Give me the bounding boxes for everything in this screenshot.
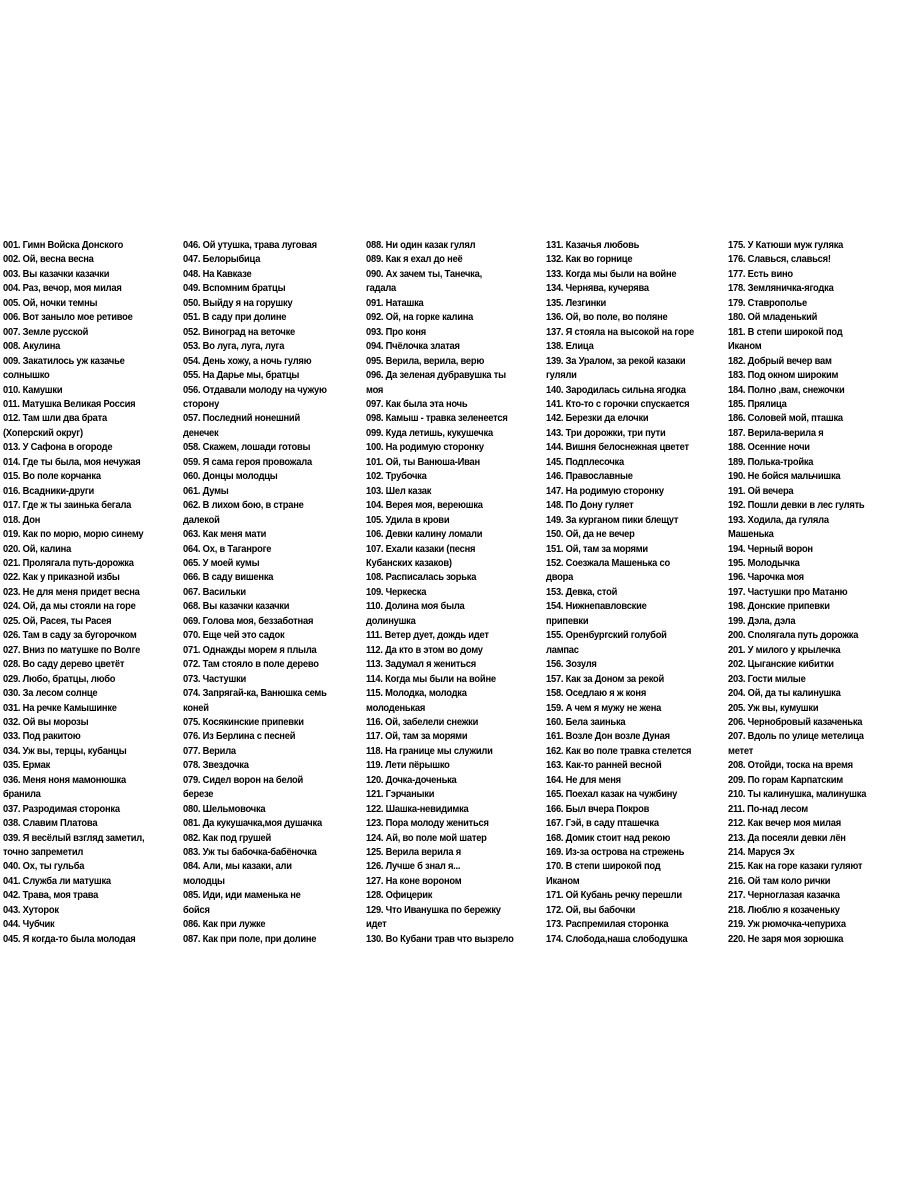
song-entry-line: 004. Раз, вечор, моя милая — [3, 283, 122, 295]
song-entry-line: идет — [366, 919, 387, 931]
song-entry-line: 095. Верила, верила, верю — [366, 355, 485, 367]
song-entry-line: 207. Вдоль по улице метелица — [728, 731, 864, 743]
song-entry-line: 176. Славься, славься! — [728, 254, 831, 266]
song-entry-line: бойся — [183, 904, 210, 916]
song-entry-line: 075. Косякинские припевки — [183, 716, 304, 728]
song-entry-line: 166. Был вчера Покров — [546, 803, 650, 815]
song-entry-line: 070. Еще чей это садок — [183, 630, 285, 642]
song-entry-line: 119. Лети пёрышко — [366, 760, 450, 772]
song-entry-line: 127. На коне вороном — [366, 875, 462, 887]
song-entry-line: 177. Есть вино — [728, 268, 793, 280]
song-entry-line: 123. Пора молоду жениться — [366, 818, 489, 830]
song-entry-line: 201. У милого у крылечка — [728, 644, 841, 656]
song-entry-line: 049. Вспомним братцы — [183, 283, 286, 295]
song-entry-line: 187. Верила-верила я — [728, 427, 824, 439]
song-entry-line: 039. Я весёлый взгляд заметил, — [3, 832, 145, 844]
song-entry-line: точно запреметил — [3, 847, 84, 859]
song-entry-line: лампас — [546, 644, 579, 656]
song-entry-line: 032. Ой вы морозы — [3, 716, 89, 728]
song-entry-line: 139. За Уралом, за рекой казаки — [546, 355, 686, 367]
song-entry-line: 190. Не бойся мальчишка — [728, 471, 841, 483]
song-entry-line: двора — [546, 572, 574, 584]
song-entry-line: 094. Пчёлочка златая — [366, 341, 460, 353]
song-entry-line: 141. Кто-то с горочки спускается — [546, 398, 690, 410]
song-entry-line: 149. За курганом пики блещут — [546, 514, 679, 526]
song-entry-line: 208. Отойди, тоска на время — [728, 760, 853, 772]
song-entry-line: 121. Гэрчаныки — [366, 789, 435, 801]
song-entry-line: 023. Не для меня придет весна — [3, 586, 140, 598]
song-entry-line: 122. Шашка-невидимка — [366, 803, 469, 815]
song-entry-line: 178. Земляничка-ягодка — [728, 283, 834, 295]
song-entry-line: 165. Поехал казак на чужбину — [546, 789, 678, 801]
song-entry-line: 213. Да посеяли девки лён — [728, 832, 846, 844]
song-entry-line: 029. Любо, братцы, любо — [3, 673, 116, 685]
song-entry-line: 081. Да кукушачка,моя душачка — [183, 818, 322, 830]
song-entry-line: 211. По-над лесом — [728, 803, 809, 815]
song-entry-line: 026. Там в саду за бугорочком — [3, 630, 137, 642]
song-entry-line: 028. Во саду дерево цветёт — [3, 659, 125, 671]
song-entry-line: 158. Оседлаю я ж коня — [546, 688, 647, 700]
song-entry-line: 101. Ой, ты Ванюша-Иван — [366, 456, 480, 468]
song-entry-line: 116. Ой, забелели снежки — [366, 716, 479, 728]
song-entry-line: 041. Служба ли матушка — [3, 875, 111, 887]
song-entry-line: 068. Вы казачки казачки — [183, 601, 290, 613]
song-entry-line: 118. На границе мы служили — [366, 745, 493, 757]
song-entry-line: гуляли — [546, 370, 577, 382]
song-entry-line: Машенька — [728, 529, 774, 541]
song-entry-line: 092. Ой, на горке калина — [366, 312, 474, 324]
song-entry-line: 072. Там стояло в поле дерево — [183, 659, 319, 671]
song-entry-line: 052. Виноград на веточке — [183, 326, 296, 338]
song-column-4 — [546, 239, 694, 947]
song-entry-line: 103. Шел казак — [366, 485, 432, 497]
song-entry-line: молоденькая — [366, 702, 426, 714]
song-entry-line: 155. Оренбургский голубой — [546, 630, 667, 642]
song-entry-line: 040. Ох, ты гульба — [3, 861, 85, 873]
song-entry-line: 175. У Катюши муж гуляка — [728, 240, 844, 251]
song-entry-line: 131. Казачья любовь — [546, 240, 640, 251]
song-entry-line: 156. Зозуля — [546, 659, 597, 671]
song-entry-line: 146. Православные — [546, 471, 633, 483]
song-entry-line: 100. На родимую сторонку — [366, 442, 484, 454]
song-entry-line: 144. Вишня белоснежная цветет — [546, 442, 689, 454]
song-entry-line: березе — [183, 789, 214, 801]
song-entry-line: (Хоперский округ) — [3, 427, 83, 439]
song-entry-line: 082. Как под грушей — [183, 832, 272, 844]
song-column-3 — [366, 239, 514, 947]
song-entry-line: Иканом — [546, 875, 580, 887]
song-column-5 — [728, 239, 866, 947]
song-entry-line: 053. Во луга, луга, луга — [183, 341, 285, 353]
song-entry-line: 097. Как была эта ночь — [366, 398, 468, 410]
song-entry-line: 002. Ой, весна весна — [3, 254, 94, 266]
song-entry-line: 013. У Сафона в огороде — [3, 442, 113, 454]
song-entry-line: 153. Девка, стой — [546, 586, 618, 598]
song-entry-line: 145. Подплесочка — [546, 456, 624, 468]
song-column-2 — [183, 239, 327, 947]
song-entry-line: долинушка — [366, 615, 416, 627]
song-entry-line: 199. Дэла, дэла — [728, 615, 796, 627]
song-entry-line: 080. Шельмовочка — [183, 803, 266, 815]
song-entry-line: 219. Уж рюмочка-чепуриха — [728, 919, 846, 931]
song-entry-line: 150. Ой, да не вечер — [546, 529, 635, 541]
song-column-1 — [3, 239, 144, 947]
song-entry-line: солнышко — [3, 370, 50, 382]
song-entry-line: 064. Ох, в Таганроге — [183, 543, 272, 555]
song-entry-line: сторону — [183, 398, 220, 410]
song-entry-line: 012. Там шли два брата — [3, 413, 107, 425]
song-entry-line: 206. Чернобровый казаченька — [728, 716, 863, 728]
song-entry-line: 160. Бела заинька — [546, 716, 626, 728]
song-entry-line: 128. Офицерик — [366, 890, 433, 902]
song-entry-line: 171. Ой Кубань речку перешли — [546, 890, 682, 902]
song-entry-line: 019. Как по морю, морю синему — [3, 529, 144, 541]
song-entry-line: 096. Да зеленая дубравушка ты — [366, 370, 506, 382]
song-entry-line: 203. Гости милые — [728, 673, 806, 685]
song-entry-line: 042. Трава, моя трава — [3, 890, 99, 902]
song-entry-line: моя — [366, 384, 384, 396]
song-entry-line: 196. Чарочка моя — [728, 572, 804, 584]
song-entry-line: 159. А чем я мужу не жена — [546, 702, 662, 714]
song-entry-line: 129. Что Иванушка по бережку — [366, 904, 501, 916]
song-entry-line: 071. Однажды морем я плыла — [183, 644, 317, 656]
song-entry-line: 090. Ах зачем ты, Танечка, — [366, 268, 482, 280]
song-entry-line: 209. По горам Карпатским — [728, 774, 843, 786]
song-entry-line: 037. Разродимая сторонка — [3, 803, 120, 815]
song-entry-line: 188. Осенние ночи — [728, 442, 810, 454]
song-entry-line: 151. Ой, там за морями — [546, 543, 648, 555]
song-entry-line: 130. Во Кубани трав что вызрело — [366, 933, 514, 945]
song-entry-line: 195. Молодычка — [728, 557, 800, 569]
song-entry-line: 077. Верила — [183, 745, 236, 757]
song-entry-line: 126. Лучше б знал я... — [366, 861, 461, 873]
song-entry-line: 115. Молодка, молодка — [366, 688, 467, 700]
song-entry-line: 202. Цыганские кибитки — [728, 659, 834, 671]
song-entry-line: 020. Ой, калина — [3, 543, 72, 555]
song-entry-line: 011. Матушка Великая Россия — [3, 398, 136, 410]
song-entry-line: 180. Ой младенький — [728, 312, 818, 324]
song-entry-line: 014. Где ты была, моя нечужая — [3, 456, 141, 468]
song-entry-line: 186. Соловей мой, пташка — [728, 413, 843, 425]
song-entry-line: 089. Как я ехал до неё — [366, 254, 463, 266]
song-entry-line: 216. Ой там коло рички — [728, 875, 831, 887]
song-entry-line: 192. Пошли девки в лес гулять — [728, 500, 865, 512]
song-entry-line: 063. Как меня мати — [183, 529, 267, 541]
song-entry-line: 066. В саду вишенка — [183, 572, 274, 584]
song-entry-line: 164. Не для меня — [546, 774, 621, 786]
song-entry-line: бранила — [3, 789, 41, 801]
song-entry-line: 001. Гимн Войска Донского — [3, 240, 124, 251]
song-entry-line: 198. Донские припевки — [728, 601, 830, 613]
song-entry-line: 215. Как на горе казаки гуляют — [728, 861, 863, 873]
song-entry-line: 197. Частушки про Матаню — [728, 586, 848, 598]
song-entry-line: 003. Вы казачки казачки — [3, 268, 110, 280]
song-entry-line: 102. Трубочка — [366, 471, 427, 483]
song-entry-line: 220. Не заря моя зорюшка — [728, 933, 844, 945]
song-entry-line: 193. Ходила, да гуляла — [728, 514, 829, 526]
song-entry-line: 105. Удила в крови — [366, 514, 450, 526]
song-entry-line: 104. Верея моя, вереюшка — [366, 500, 483, 512]
song-entry-line: 134. Чернява, кучерява — [546, 283, 649, 295]
song-entry-line: 183. Под окном широким — [728, 370, 839, 382]
song-entry-line: 107. Ехали казаки (песня — [366, 543, 476, 555]
song-entry-line: 015. Во поле корчанка — [3, 471, 101, 483]
song-entry-line: 168. Домик стоит над рекою — [546, 832, 671, 844]
song-entry-line: 140. Зародилась сильна ягодка — [546, 384, 686, 396]
song-entry-line: молодцы — [183, 875, 225, 887]
song-entry-line: 046. Ой утушка, трава луговая — [183, 240, 317, 251]
song-entry-line: 031. На речке Камышинке — [3, 702, 117, 714]
song-entry-line: 181. В степи широкой под — [728, 326, 843, 338]
song-entry-line: 161. Возле Дон возле Дуная — [546, 731, 670, 743]
song-entry-line: 091. Наташка — [366, 297, 424, 309]
song-entry-line: 157. Как за Доном за рекой — [546, 673, 665, 685]
song-entry-line: 200. Сполягала путь дорожка — [728, 630, 859, 642]
song-entry-line: 154. Нижнепавловские — [546, 601, 647, 613]
song-entry-line: 047. Белорыбица — [183, 254, 261, 266]
song-entry-line: 006. Вот заныло мое ретивое — [3, 312, 133, 324]
song-entry-line: 182. Добрый вечер вам — [728, 355, 832, 367]
song-entry-line: 217. Черноглазая казачка — [728, 890, 840, 902]
song-entry-line: 124. Ай, во поле мой шатер — [366, 832, 487, 844]
song-entry-line: 210. Ты калинушка, малинушка — [728, 789, 867, 801]
song-entry-line: 172. Ой, вы бабочки — [546, 904, 636, 916]
song-entry-line: 179. Ставрополье — [728, 297, 807, 309]
song-entry-line: 076. Из Берлина с песней — [183, 731, 296, 743]
song-entry-line: 132. Как во горнице — [546, 254, 633, 266]
song-entry-line: 059. Я сама героя провожала — [183, 456, 312, 468]
song-entry-line: 021. Пролягала путь-дорожка — [3, 557, 134, 569]
song-entry-line: 137. Я стояла на высокой на горе — [546, 326, 694, 338]
song-entry-line: 016. Всадники-други — [3, 485, 95, 497]
song-entry-line: 185. Прялица — [728, 398, 787, 410]
song-entry-line: 120. Дочка-доченька — [366, 774, 457, 786]
song-entry-line: 078. Звездочка — [183, 760, 249, 772]
song-entry-line: 048. На Кавказе — [183, 268, 252, 280]
song-entry-line: 218. Люблю я козаченьку — [728, 904, 840, 916]
song-entry-line: 167. Гэй, в саду пташечка — [546, 818, 659, 830]
song-entry-line: 152. Соезжала Машенька со — [546, 557, 670, 569]
song-entry-line: Кубанских казаков) — [366, 557, 452, 569]
song-entry-line: 184. Полно ,вам, снежочки — [728, 384, 845, 396]
song-entry-line: припевки — [546, 615, 589, 627]
song-entry-line: 098. Камыш - травка зеленеется — [366, 413, 508, 425]
song-entry-line: 030. За лесом солнце — [3, 688, 98, 700]
song-entry-line: метет — [728, 745, 754, 757]
song-entry-line: 189. Полька-тройка — [728, 456, 814, 468]
song-entry-line: 073. Частушки — [183, 673, 247, 685]
song-entry-line: 074. Запрягай-ка, Ванюшка семь — [183, 688, 327, 700]
song-entry-line: 099. Куда летишь, кукушечка — [366, 427, 493, 439]
song-entry-line: 008. Акулина — [3, 341, 61, 353]
song-entry-line: коней — [183, 702, 209, 714]
song-entry-line: 136. Ой, во поле, во поляне — [546, 312, 668, 324]
song-entry-line: 060. Донцы молодцы — [183, 471, 278, 483]
song-entry-line: 086. Как при лужке — [183, 919, 266, 931]
song-entry-line: 113. Задумал я жениться — [366, 659, 476, 671]
song-entry-line: 043. Хуторок — [3, 904, 59, 916]
song-entry-line: 191. Ой вечера — [728, 485, 794, 497]
song-entry-line: 057. Последний нонешний — [183, 413, 300, 425]
song-entry-line: 093. Про коня — [366, 326, 427, 338]
song-entry-line: 087. Как при поле, при долине — [183, 933, 317, 945]
song-entry-line: 117. Ой, там за морями — [366, 731, 468, 743]
song-entry-line: 067. Васильки — [183, 586, 246, 598]
song-entry-line: 112. Да кто в этом во дому — [366, 644, 483, 656]
song-entry-line: 204. Ой, да ты калинушка — [728, 688, 841, 700]
song-entry-line: 163. Как-то ранней весной — [546, 760, 662, 772]
song-entry-line: 214. Маруся Эх — [728, 847, 795, 859]
song-entry-line: 007. Земле русской — [3, 326, 89, 338]
song-entry-line: 045. Я когда-то была молодая — [3, 933, 136, 945]
song-entry-line: 024. Ой, да мы стояли на горе — [3, 601, 136, 613]
song-entry-line: 017. Где ж ты заинька бегала — [3, 500, 132, 512]
song-entry-line: 036. Меня ноня мамонюшка — [3, 774, 126, 786]
song-entry-line: 173. Распремилая сторонка — [546, 919, 669, 931]
song-entry-line: 109. Черкеска — [366, 586, 427, 598]
song-entry-line: 018. Дон — [3, 514, 41, 526]
song-entry-line: 051. В саду при долине — [183, 312, 287, 324]
song-entry-line: 143. Три дорожки, три пути — [546, 427, 666, 439]
song-entry-line: 147. На родимую сторонку — [546, 485, 664, 497]
song-entry-line: 009. Закатилось уж казачье — [3, 355, 125, 367]
song-entry-line: Иканом — [728, 341, 762, 353]
song-entry-line: 114. Когда мы были на войне — [366, 673, 496, 685]
song-entry-line: 205. Уж вы, кумушки — [728, 702, 819, 714]
song-entry-line: 083. Уж ты бабочка-бабёночка — [183, 847, 317, 859]
song-entry-line: 110. Долина моя была — [366, 601, 465, 613]
song-entry-line: 194. Черный ворон — [728, 543, 813, 555]
song-entry-line: 033. Под ракитою — [3, 731, 81, 743]
song-entry-line: 061. Думы — [183, 485, 229, 497]
song-entry-line: 056. Отдавали молоду на чужую — [183, 384, 327, 396]
song-entry-line: 084. Али, мы казаки, али — [183, 861, 292, 873]
song-entry-line: 055. На Дарье мы, братцы — [183, 370, 300, 382]
song-entry-line: 005. Ой, ночки темны — [3, 297, 98, 309]
song-entry-line: 148. По Дону гуляет — [546, 500, 634, 512]
song-entry-line: 106. Девки калину ломали — [366, 529, 483, 541]
song-entry-line: 169. Из-за острова на стрежень — [546, 847, 685, 859]
song-entry-line: 010. Камушки — [3, 384, 63, 396]
song-entry-line: 027. Вниз по матушке по Волге — [3, 644, 141, 656]
song-entry-line: 038. Славим Платова — [3, 818, 98, 830]
song-entry-line: 058. Скажем, лошади готовы — [183, 442, 311, 454]
song-entry-line: 062. В лихом бою, в стране — [183, 500, 304, 512]
song-entry-line: 162. Как во поле травка стелется — [546, 745, 692, 757]
song-entry-line: 135. Лезгинки — [546, 297, 607, 309]
song-entry-line: 125. Верила верила я — [366, 847, 461, 859]
song-entry-line: 174. Слобода,наша слободушка — [546, 933, 688, 945]
song-entry-line: 108. Расписалась зорька — [366, 572, 477, 584]
song-entry-line: далекой — [183, 514, 220, 526]
song-entry-line: 050. Выйду я на горушку — [183, 297, 293, 309]
song-entry-line: 085. Иди, иди маменька не — [183, 890, 301, 902]
song-entry-line: 111. Ветер дует, дождь идет — [366, 630, 489, 642]
song-entry-line: 088. Ни один казак гулял — [366, 240, 476, 251]
song-entry-line: денечек — [183, 427, 219, 439]
song-entry-line: 079. Сидел ворон на белой — [183, 774, 304, 786]
song-entry-line: 133. Когда мы были на войне — [546, 268, 677, 280]
song-entry-line: 138. Елица — [546, 341, 594, 353]
song-entry-line: 142. Березки да елочки — [546, 413, 649, 425]
song-entry-line: 022. Как у приказной избы — [3, 572, 120, 584]
song-entry-line: гадала — [366, 283, 397, 295]
song-entry-line: 054. День хожу, а ночь гуляю — [183, 355, 312, 367]
song-entry-line: 025. Ой, Расея, ты Расея — [3, 615, 112, 627]
song-entry-line: 044. Чубчик — [3, 919, 55, 931]
song-entry-line: 034. Уж вы, терцы, кубанцы — [3, 745, 127, 757]
song-entry-line: 069. Голова моя, беззаботная — [183, 615, 314, 627]
song-entry-line: 065. У моей кумы — [183, 557, 260, 569]
song-entry-line: 035. Ермак — [3, 760, 51, 772]
song-entry-line: 170. В степи широкой под — [546, 861, 661, 873]
song-entry-line: 212. Как вечер моя милая — [728, 818, 841, 830]
